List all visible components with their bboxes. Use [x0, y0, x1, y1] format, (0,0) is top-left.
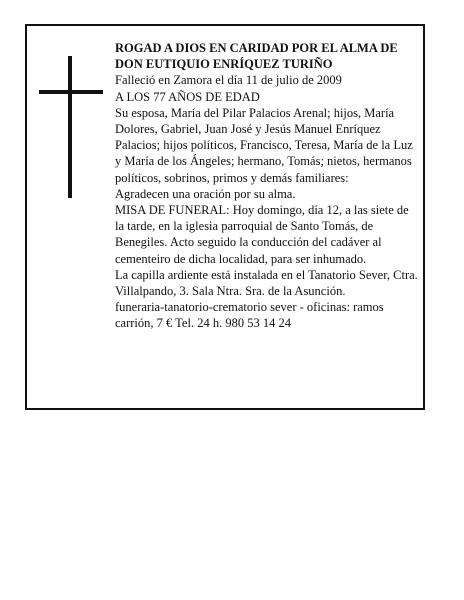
funeral-paragraph: MISA DE FUNERAL: Hoy domingo, día 12, a las siete de la tarde, en la iglesia parroquial de Santo Tomás, de Benegiles. Acto seguido la conducción del cadáver al cementeiro de dicha localidad, para ser inhumado.: [115, 203, 409, 266]
family-paragraph: Su esposa, María del Pilar Palacios Arenal; hijos, María Dolores, Gabriel, Juan José y Jesús Manuel Enríquez Palacios; hijos políticos, Francisco, Teresa, María de la Luz y María de los Ángeles; hermano, Tomás; nietos, hermanos políticos, sobrinos, primos y demás familiares:: [115, 105, 413, 185]
notice-title: ROGAD A DIOS EN CARIDAD POR EL ALMA DE DON EUTIQUIO ENRÍQUEZ TURIÑO: [115, 41, 398, 72]
cross-vertical-bar: [68, 56, 72, 198]
cross-icon: [39, 56, 103, 198]
obituary-notice: [25, 24, 425, 410]
cross-horizontal-bar: [39, 90, 103, 94]
age-line: A LOS 77 AÑOS DE EDAD: [115, 89, 260, 104]
chapel-paragraph: La capilla ardiente está instalada en el Tanatorio Sever, Ctra. Villalpando, 3. Sala Ntra. Sra. de la Asunción.: [115, 267, 418, 299]
notice-text: [115, 40, 419, 332]
thanks-line: Agradecen una oración por su alma.: [115, 186, 296, 201]
contact-line: funeraria-tanatorio-crematorio sever - oficinas: ramos carrión, 7 € Tel. 24 h. 980 53 14 24: [115, 300, 384, 331]
death-line: Falleció en Zamora el día 11 de julio de 2009: [115, 73, 342, 88]
